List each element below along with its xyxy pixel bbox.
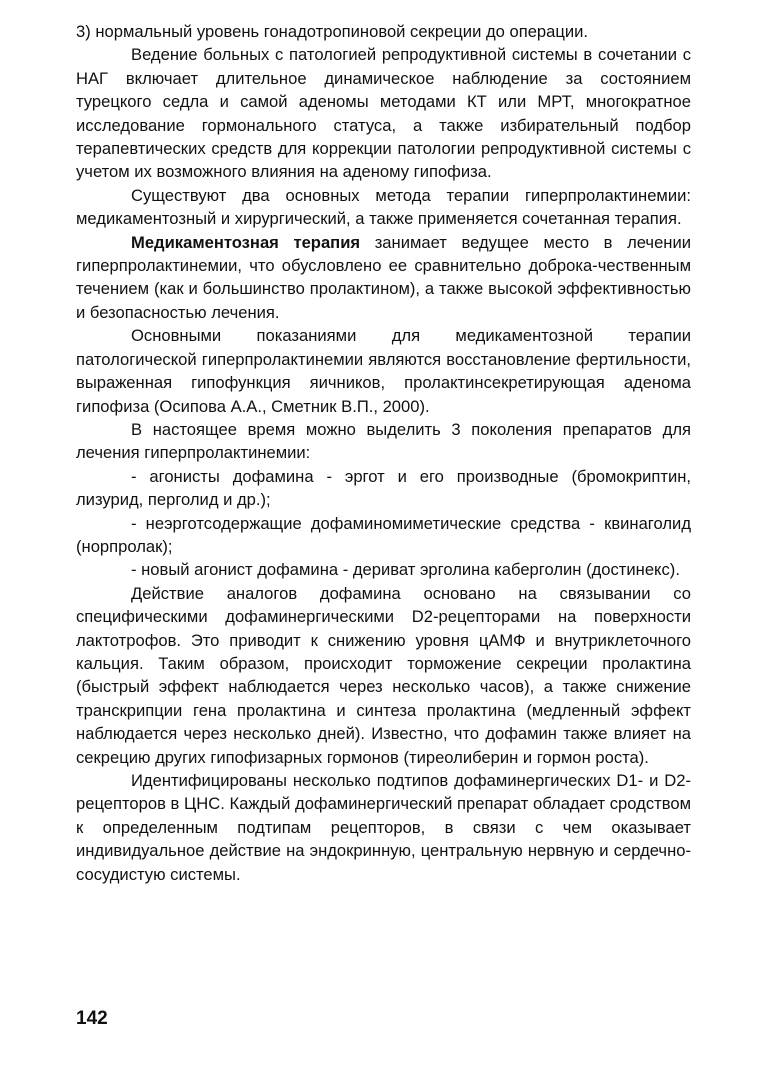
paragraph-5: Основными показаниями для медикаментозной терапии патологической гиперпролактинемии являются восстановление фертильности, выраженная гипофункция яичников, пролактинсекретирующая аденома гипофиза (Осипова А.А., Сметник В.П., 2000).: [76, 326, 691, 416]
paragraph-7: Действие аналогов дофамина основано на связывании со специфическими дофаминергическими D2-рецепторами на поверхности лактотрофов. Это приводит к снижению уровня цАМФ и внутриклеточного кальция. Таким образом, происходит торможение секреции пролактина (быстрый эффект наблюдается через несколько часов), а также снижение транскрипции гена пролактина и синтеза пролактина (медленный эффект наблюдается через несколько дней). Известно, что дофамин также влияет на секрецию других гипофизарных гормонов (тиреолиберин и гормон роста).: [76, 583, 691, 767]
paragraph-4: [76, 231, 691, 325]
list-item-1: - агонисты дофамина - эргот и его производные (бромокриптин, лизурид, перголид и др.);: [76, 466, 691, 510]
paragraph-1: 3) нормальный уровень гонадотропиновой секреции до операции.: [76, 22, 589, 41]
page-number: 142: [76, 1008, 108, 1029]
page-body: [76, 20, 691, 886]
paragraph-2: Ведение больных с патологией репродуктивной системы в сочетании с НАГ включает длительное динамическое наблюдение за состоянием турецкого седла и самой аденомы методами КТ или МРТ, многократное исследование гормонального статуса, а также избирательный подбор терапевтических средств для коррекции патологии репродуктивной системы с учетом их возможного влияния на аденому гипофиза.: [76, 45, 691, 182]
bold-term: Медикаментозная терапия: [131, 232, 361, 252]
paragraph-6: В настоящее время можно выделить 3 поколения препаратов для лечения гиперпролактинемии:: [76, 419, 691, 463]
list-item-3: - новый агонист дофамина - дериват эрголина каберголин (достинекс).: [131, 560, 680, 580]
paragraph-4-text: занимает ведущее место в лечении гиперпролактинемии, что обусловлено ее сравнительно доброка-чественным течением (как и большинство пролактином), а также высокой эффективностью и безопасностью лечения.: [76, 232, 692, 322]
paragraph-8: Идентифицированы несколько подтипов дофаминергических D1- и D2-рецепторов в ЦНС. Каждый дофаминергический препарат обладает сродством к определенным подтипам рецепторов, в связи с чем оказывает индивидуальное действие на эндокринную, центральную нервную и сердечно-сосудистую системы.: [76, 771, 691, 884]
paragraph-3: Существуют два основных метода терапии гиперпролактинемии: медикаментозный и хирургический, а также применяется сочетанная терапия.: [76, 185, 691, 229]
list-item-2: - неэрготсодержащие дофаминомиметические средства - квинаголид (норпролак);: [76, 513, 691, 556]
